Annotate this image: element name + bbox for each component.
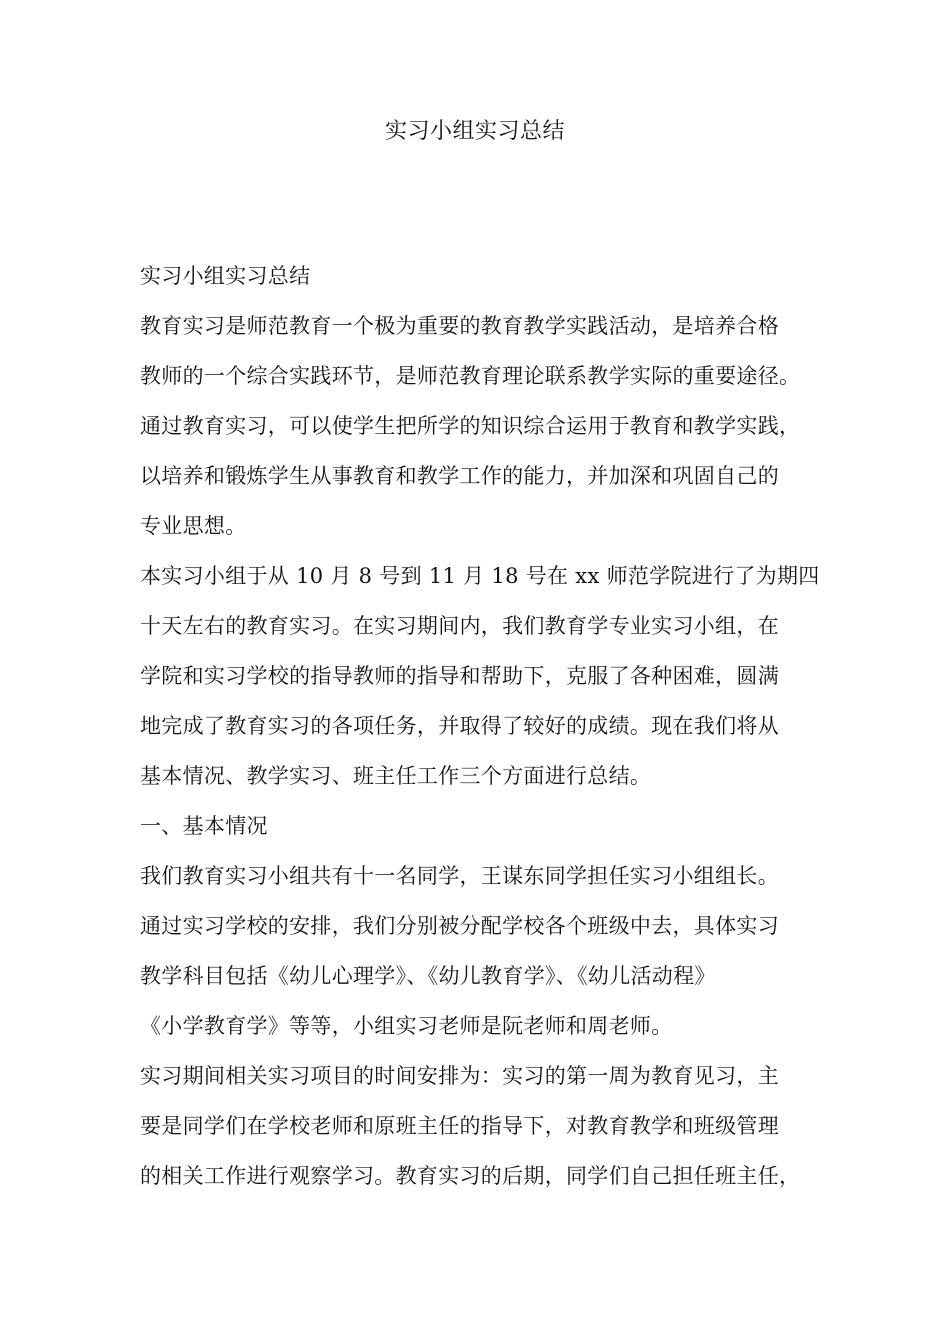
text-line: 学院和实习学校的指导教师的指导和帮助下，克服了各种困难，圆满 [140,664,779,688]
text-line: 本实习小组于从 10 月 8 号到 11 月 18 号在 xx 师范学院进行了为期四 [140,564,820,588]
text-line: 以培养和锻炼学生从事教育和教学工作的能力，并加深和巩固自己的 [140,464,779,488]
text-line: 教育实习是师范教育一个极为重要的教育教学实践活动，是培养合格 [140,314,779,338]
text-line: 通过实习学校的安排，我们分别被分配学校各个班级中去，具体实习 [140,914,779,938]
text-line: 《小学教育学》等等，小组实习老师是阮老师和周老师。 [140,1014,673,1038]
text-line: 要是同学们在学校老师和原班主任的指导下，对教育教学和班级管理 [140,1114,779,1138]
text-line: 基本情况、教学实习、班主任工作三个方面进行总结。 [140,764,652,788]
text-line: 实习期间相关实习项目的时间安排为：实习的第一周为教育见习，主 [140,1064,779,1088]
text-line: 十天左右的教育实习。在实习期间内，我们教育学专业实习小组，在 [140,614,779,638]
text-line: 地完成了教育实习的各项任务，并取得了较好的成绩。现在我们将从 [140,714,779,738]
document-body [140,256,820,1206]
text-line: 教师的一个综合实践环节，是师范教育理论联系教学实际的重要途径。 [140,364,801,388]
text-line: 通过教育实习，可以使学生把所学的知识综合运用于教育和教学实践， [140,414,801,438]
text-line: 专业思想。 [140,514,247,538]
section-heading: 一、基本情况 [140,814,268,838]
text-line: 教学科目包括《幼儿心理学》、《幼儿教育学》、《幼儿活动程》 [140,964,716,988]
document-title: 实习小组实习总结 [384,119,565,144]
text-line: 的相关工作进行观察学习。教育实习的后期，同学们自己担任班主任， [140,1164,801,1188]
text-line: 我们教育实习小组共有十一名同学，王谋东同学担任实习小组组长。 [140,864,779,888]
text-line: 实习小组实习总结 [140,264,311,288]
